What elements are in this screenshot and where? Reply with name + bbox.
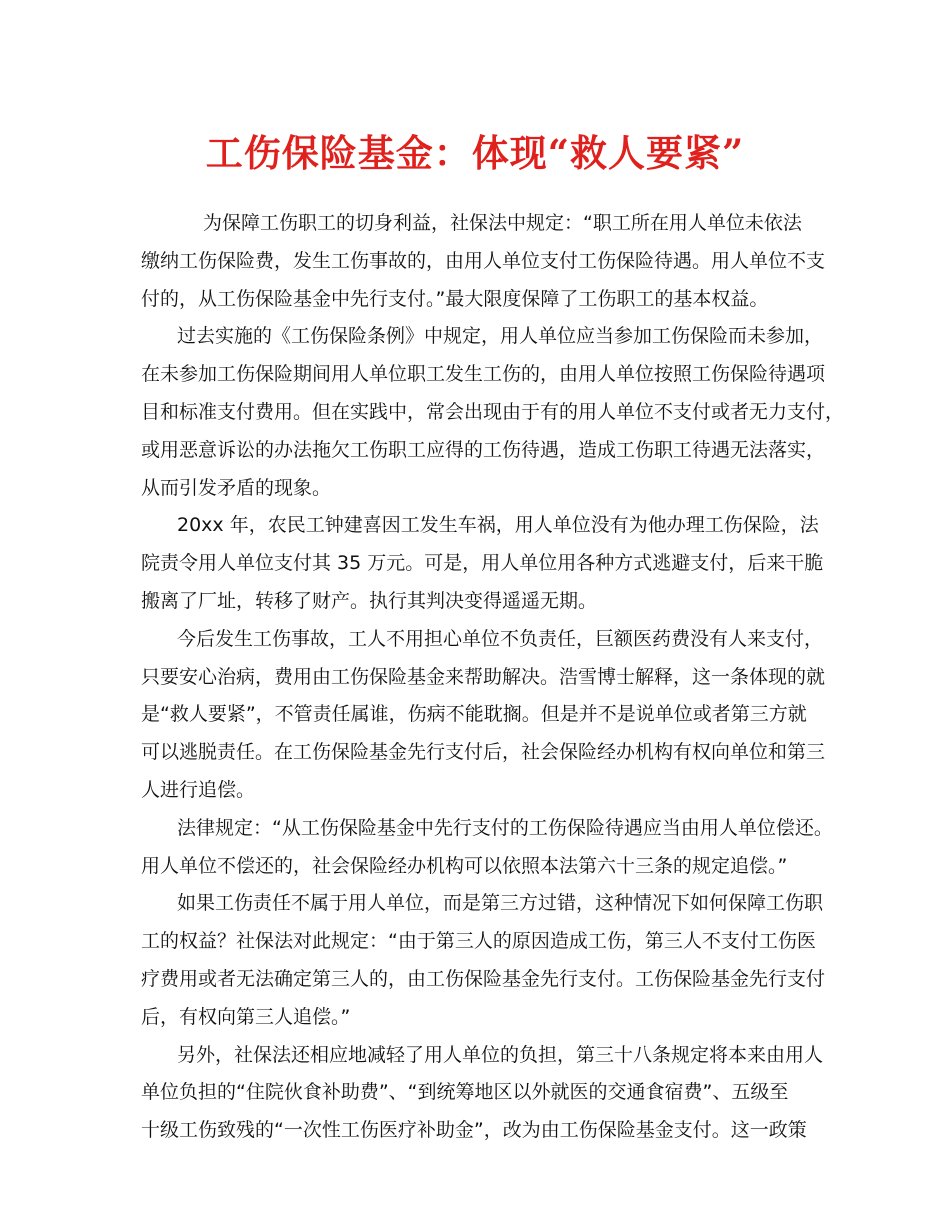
paragraph-line: 单位负担的“住院伙食补助费”、“到统筹地区以外就医的交通食宿费”、五级至 (141, 1081, 789, 1104)
paragraph-line: 十级工伤致残的“一次性工伤医疗补助金”，改为由工伤保险基金支付。这一政策 (141, 1119, 807, 1142)
paragraph-line: 20xx 年，农民工钟建喜因工发生车祸，用人单位没有为他办理工伤保险，法 (177, 514, 819, 537)
paragraph-line: 搬离了厂址，转移了财产。执行其判决变得遥遥无期。 (141, 589, 598, 612)
paragraph-line: 如果工伤责任不属于用人单位，而是第三方过错，这种情况下如何保障工伤职 (177, 892, 824, 915)
paragraph-line: 或用恶意诉讼的办法拖欠工伤职工应得的工伤待遇，造成工伤职工待遇无法落实， (141, 438, 826, 461)
paragraph-line: 用人单位不偿还的，社会保险经办机构可以依照本法第六十三条的规定追偿。” (141, 854, 788, 877)
paragraph-line: 今后发生工伤事故，工人不用担心单位不负责任，巨额医药费没有人来支付， (177, 627, 824, 650)
paragraph-line: 另外，社保法还相应地减轻了用人单位的负担，第三十八条规定将本来由用人 (177, 1043, 824, 1066)
paragraph-line: 目和标准支付费用。但在实践中，常会出现由于有的用人单位不支付或者无力支付， (141, 400, 845, 423)
paragraph-line: 付的，从工伤保险基金中先行支付。”最大限度保障了工伤职工的基本权益。 (141, 287, 769, 310)
paragraph-line: 缴纳工伤保险费，发生工伤事故的，由用人单位支付工伤保险待遇。用人单位不支 (141, 249, 826, 272)
paragraph-line: 过去实施的《工伤保险条例》中规定，用人单位应当参加工伤保险而未参加， (177, 325, 824, 348)
paragraph-7 (141, 1037, 824, 1150)
paragraph-4 (141, 621, 826, 810)
paragraph-line: 可以逃脱责任。在工伤保险基金先行支付后，社会保险经办机构有权向单位和第三 (141, 741, 826, 764)
paragraph-line: 为保障工伤职工的切身利益，社保法中规定：“职工所在用人单位未依法 (203, 212, 802, 234)
document-body (141, 205, 845, 1150)
paragraph-line: 只要安心治病，费用由工伤保险基金来帮助解决。浩雪博士解释，这一条体现的就 (141, 665, 826, 688)
paragraph-line: 是“救人要紧”，不管责任属谁，伤病不能耽搁。但是并不是说单位或者第三方就 (141, 703, 807, 726)
paragraph-1 (141, 205, 826, 318)
paragraph-2 (141, 318, 845, 507)
paragraph-line: 疗费用或者无法确定第三人的，由工伤保险基金先行支付。工伤保险基金先行支付 (141, 967, 826, 990)
paragraph-3 (141, 507, 824, 620)
paragraph-line: 后，有权向第三人追偿。” (141, 1005, 351, 1028)
paragraph-line: 人进行追偿。 (141, 778, 256, 801)
paragraph-line: 工的权益？社保法对此规定：“由于第三人的原因造成工伤，第三人不支付工伤医 (141, 930, 816, 953)
paragraph-line: 从而引发矛盾的现象。 (141, 476, 332, 499)
document-title: 工伤保险基金：体现“救人要紧” (205, 131, 745, 175)
paragraph-6 (141, 885, 826, 1036)
paragraph-line: 法律规定：“从工伤保险基金中先行支付的工伤保险待遇应当由用人单位偿还。 (177, 816, 833, 839)
paragraph-line: 院责令用人单位支付其 35 万元。可是，用人单位用各种方式逃避支付，后来干脆 (141, 552, 824, 575)
paragraph-line: 在未参加工伤保险期间用人单位职工发生工伤的，由用人单位按照工伤保险待遇项 (141, 363, 826, 386)
paragraph-5 (141, 810, 833, 886)
